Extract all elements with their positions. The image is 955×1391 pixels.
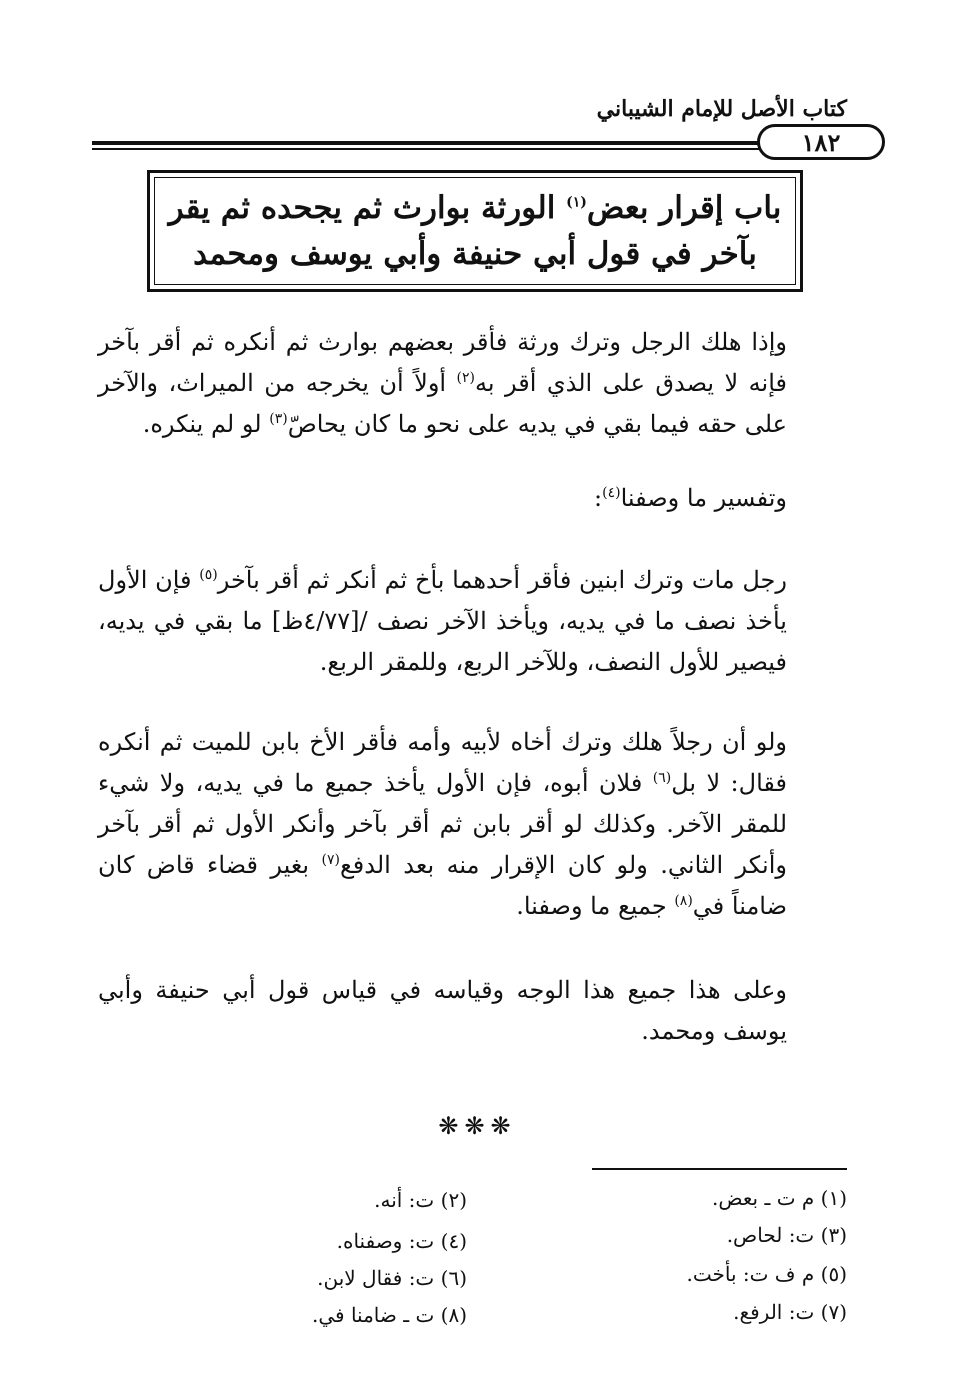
paragraph-4-part-b: فلان أبوه، فإن الأول يأخذ جميع ما في يديه، ولا شيء للمقر الآخر. وكذلك لو أقر بابن ثم أقر بآخر وأنكر الأول ثم أقر بآخر وأنكر الثاني. ولو كان الإقرار منه بعد الدفع	[98, 769, 787, 879]
paragraph-3-part-b: فإن الأول يأخذ نصف ما في يديه، ويأخذ الآخر نصف /[٤/٧٧ظ] ما بقي في يديه، فيصير للأول النصف، وللآخر الربع، وللمقر الربع.	[98, 566, 787, 676]
footnote-separator	[592, 1168, 847, 1170]
paragraph-1-part-a: وإذا هلك الرجل وترك ورثة فأقر بعضهم بوارث ثم أنكره ثم أقر بآخر فإنه لا يصدق على الذي أقر به	[98, 328, 787, 397]
paragraph-2-text	[98, 478, 847, 519]
chapter-title-line-2: بآخر في قول أبي حنيفة وأبي يوسف ومحمد	[193, 236, 757, 272]
footnote-text: م ف ت: بأخت.	[686, 1262, 815, 1286]
paragraph-3-text	[98, 560, 847, 683]
paragraph-4	[98, 722, 847, 927]
footnote-number: (٨)	[440, 1303, 467, 1327]
paragraph-3	[98, 560, 847, 683]
page-number: ١٨٢	[757, 124, 885, 160]
footnote-ref-3[interactable]: (٣)	[269, 411, 288, 427]
footnote-number: (٤)	[440, 1229, 467, 1253]
running-title: كتاب الأصل للإمام الشيباني	[596, 96, 847, 122]
footnote-ref-5[interactable]: (٥)	[199, 567, 218, 583]
footnote-7	[733, 1300, 847, 1324]
paragraph-2-part-b: :	[594, 484, 603, 512]
paragraph-4-part-a: ولو أن رجلاً هلك وترك أخاه لأبيه وأمه فأقر الأخ بابن للميت ثم أنكره فقال: لا بل	[98, 728, 787, 797]
footnote-6	[317, 1266, 467, 1290]
chapter-title-part-2: الورثة بوارث ثم يجحده ثم يقر	[168, 190, 567, 226]
paragraph-1-part-c: لو لم ينكره.	[142, 410, 270, 438]
paragraph-4-text	[98, 722, 847, 927]
footnote-text: ت: لحاص.	[726, 1223, 815, 1247]
footnote-text: ت: فقال لابن.	[317, 1266, 435, 1290]
footnote-ref-6[interactable]: (٦)	[652, 770, 672, 786]
footnote-text: ت: وصفناه.	[336, 1229, 435, 1253]
header-rule-thick	[92, 141, 847, 145]
footnote-number: (١)	[820, 1186, 847, 1210]
paragraph-2-part-a: وتفسير ما وصفنا	[620, 484, 787, 512]
footnote-number: (٢)	[440, 1188, 467, 1212]
paragraph-1-text	[98, 322, 847, 445]
footnote-text: ت: أنه.	[374, 1188, 435, 1212]
paragraph-5	[98, 970, 847, 1052]
footnote-1	[712, 1186, 847, 1210]
footnote-ref-4[interactable]: (٤)	[602, 485, 621, 501]
section-ornament: ❋❋❋	[438, 1112, 517, 1140]
chapter-title	[154, 177, 796, 285]
chapter-title-part-1: باب إقرار بعض	[586, 190, 782, 226]
footnote-4	[337, 1229, 467, 1253]
paragraph-5-text: وعلى هذا جميع هذا الوجه وقياسه في قياس قول أبي حنيفة وأبي يوسف ومحمد.	[98, 976, 787, 1045]
footnote-ref-2[interactable]: (٢)	[456, 370, 476, 386]
paragraph-2	[98, 478, 847, 519]
footnote-3	[727, 1223, 847, 1247]
chapter-title-line-1	[169, 185, 782, 231]
chapter-title-frame	[147, 170, 803, 292]
footnote-number: (٣)	[820, 1223, 847, 1247]
header-rule	[92, 138, 847, 152]
footnote-2	[374, 1188, 467, 1212]
footnote-number: (٧)	[820, 1300, 847, 1324]
paragraph-4-part-c: بغير قضاء قاض كان ضامناً في	[98, 851, 787, 920]
footnote-text: م ت ـ بعض.	[712, 1186, 815, 1210]
footnote-number: (٦)	[440, 1266, 467, 1290]
footnote-ref-1[interactable]: (١)	[566, 194, 587, 211]
paragraph-1-part-b: أولاً أن يخرجه من الميراث، والآخر على حقه فيما بقي في يديه على نحو ما كان يحاصّ	[98, 369, 787, 438]
paragraph-3-part-a: رجل مات وترك ابنين فأقر أحدهما بأخ ثم أنكر ثم أقر بآخر	[217, 566, 787, 594]
header-rule-thin	[92, 148, 847, 150]
footnote-ref-8[interactable]: (٨)	[674, 893, 693, 909]
footnote-text: ت ـ ضامنا في.	[312, 1303, 435, 1327]
footnote-text: ت: الرفع.	[733, 1300, 815, 1324]
footnote-ref-7[interactable]: (٧)	[321, 852, 341, 868]
paragraph-4-part-d: جميع ما وصفنا.	[516, 892, 675, 920]
footnote-number: (٥)	[820, 1262, 847, 1286]
footnote-5	[686, 1262, 847, 1286]
footnote-8	[312, 1303, 467, 1327]
paragraph-1	[98, 322, 847, 445]
